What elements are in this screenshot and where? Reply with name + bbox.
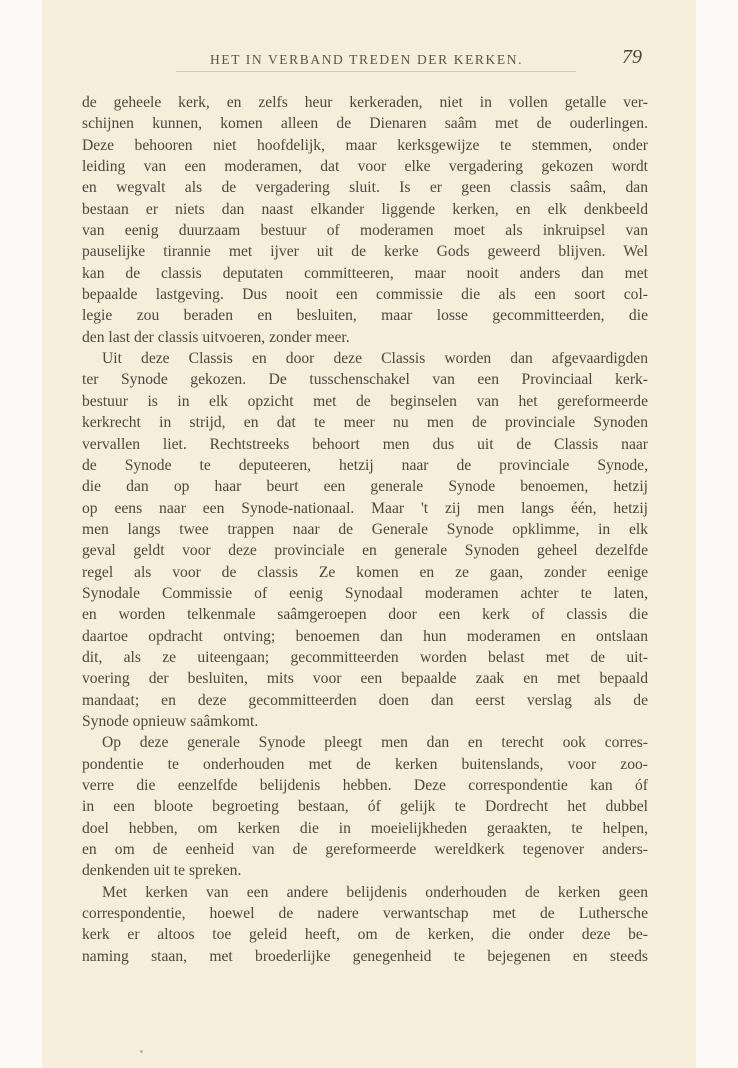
text-line: men langs twee trappen naar de Generale Synode opklimme, in elk xyxy=(82,520,648,538)
text-line: Synode opnieuw saâmkomt. xyxy=(82,712,259,730)
body-text xyxy=(82,92,648,967)
text-line: en om de eenheid van de gereformeerde wereldkerk tegenover anders- xyxy=(82,841,648,859)
text-line: bepaalde lastgeving. Dus nooit een commissie die als een soort col- xyxy=(82,286,648,304)
text-line: Synodale Commissie of eenig Synodaal moderamen achter te laten, xyxy=(82,584,648,602)
text-line: van eenig duurzaam bestuur of moderamen moet als inkruipsel van xyxy=(82,222,648,240)
text-line: Op deze generale Synode pleegt men dan en terecht ook corres- xyxy=(102,734,648,752)
text-line: naming staan, met broederlijke genegenheid te bejegenen en steeds xyxy=(82,947,648,965)
text-line: in een bloote begroeting bestaan, óf gelijk te Dordrecht het dubbel xyxy=(82,798,648,816)
text-line: Uit deze Classis en door deze Classis worden dan afgevaardigden xyxy=(102,350,648,368)
text-line: en wegvalt als de vergadering sluit. Is er geen classis saâm, dan xyxy=(82,179,648,197)
text-line: bestuur is in elk opzicht met de beginselen van het gereformeerde xyxy=(82,392,648,410)
left-margin xyxy=(0,0,42,1068)
text-line: geval geldt voor deze provinciale en generale Synoden geheel dezelfde xyxy=(82,542,648,560)
text-line: de Synode te deputeeren, hetzij naar de provinciale Synode, xyxy=(82,456,648,474)
text-line: doel hebben, om kerken die in moeielijkheden geraakten, te helpen, xyxy=(82,819,648,837)
text-line: pondentie te onderhouden met de kerken buitenslands, voor zoo- xyxy=(82,755,648,773)
text-line: voering der besluiten, mits voor een bepaalde zaak en met bepaald xyxy=(82,670,648,688)
text-line: ter Synode gekozen. De tusschenschakel van een Provinciaal kerk- xyxy=(82,371,648,389)
text-line: regel als voor de classis Ze komen en ze gaan, zonder eenige xyxy=(82,563,648,581)
text-line: kan de classis deputaten committeeren, maar nooit anders dan met xyxy=(82,264,648,282)
text-line: verre die eenzelfde belijdenis hebben. Deze correspondentie kan óf xyxy=(82,777,648,794)
text-line: op eens naar een Synode-nationaal. Maar 't zij men langs één, hetzij xyxy=(82,499,648,517)
text-line: de geheele kerk, en zelfs heur kerkeraden, niet in vollen getalle ver- xyxy=(82,94,648,111)
text-line: dit, als ze uiteengaan; gecommitteerden worden belast met de uit- xyxy=(82,648,648,666)
text-line: vervallen liet. Rechtstreeks behoort men dus uit de Classis naar xyxy=(82,435,648,453)
text-line: mandaat; en deze gecommitteerden doen dan eerst verslag als de xyxy=(82,691,648,709)
text-line: schijnen kunnen, komen alleen de Dienaren saâm met de ouderlingen. xyxy=(82,115,648,133)
text-line: kerk er altoos toe geleid heeft, om de kerken, die onder deze be- xyxy=(82,926,648,944)
text-line: denkenden uit te spreken. xyxy=(82,862,242,880)
paper-sheet xyxy=(42,0,696,1068)
header-rule xyxy=(176,71,576,72)
text-line: correspondentie, hoewel de nadere verwantschap met de Luthersche xyxy=(82,905,648,923)
text-line: Met kerken van een andere belijdenis onderhouden de kerken geen xyxy=(102,883,648,901)
paper-speck xyxy=(140,1050,143,1053)
text-line: kerkrecht in strijd, en dat te meer nu men de provinciale Synoden xyxy=(82,414,648,432)
text-line: die dan op haar beurt een generale Synode benoemen, hetzij xyxy=(82,478,648,496)
text-line: den last der classis uitvoeren, zonder meer. xyxy=(82,328,350,346)
running-head xyxy=(42,46,696,76)
text-line: pauselijke tirannie met ijver uit de kerke Gods geweerd blijven. Wel xyxy=(82,243,648,261)
text-line: legie zou beraden en besluiten, maar losse gecommitteerden, die xyxy=(82,307,648,325)
text-line: leiding van een moderamen, dat voor elke vergadering gekozen wordt xyxy=(82,158,648,176)
text-line: daartoe opdracht ontving; benoemen dan hun moderamen en ontslaan xyxy=(82,627,648,645)
text-line: Deze behooren niet hoofdelijk, maar kerksgewijze te stemmen, onder xyxy=(82,136,648,154)
text-line: en worden telkenmale saâmgeroepen door een kerk of classis die xyxy=(82,606,648,624)
right-margin xyxy=(696,0,738,1068)
page-number: 79 xyxy=(622,46,642,68)
running-title: HET IN VERBAND TREDEN DER KERKEN. xyxy=(210,52,524,67)
text-line: bestaan er niets dan naast elkander liggende kerken, en elk denkbeeld xyxy=(82,200,648,218)
